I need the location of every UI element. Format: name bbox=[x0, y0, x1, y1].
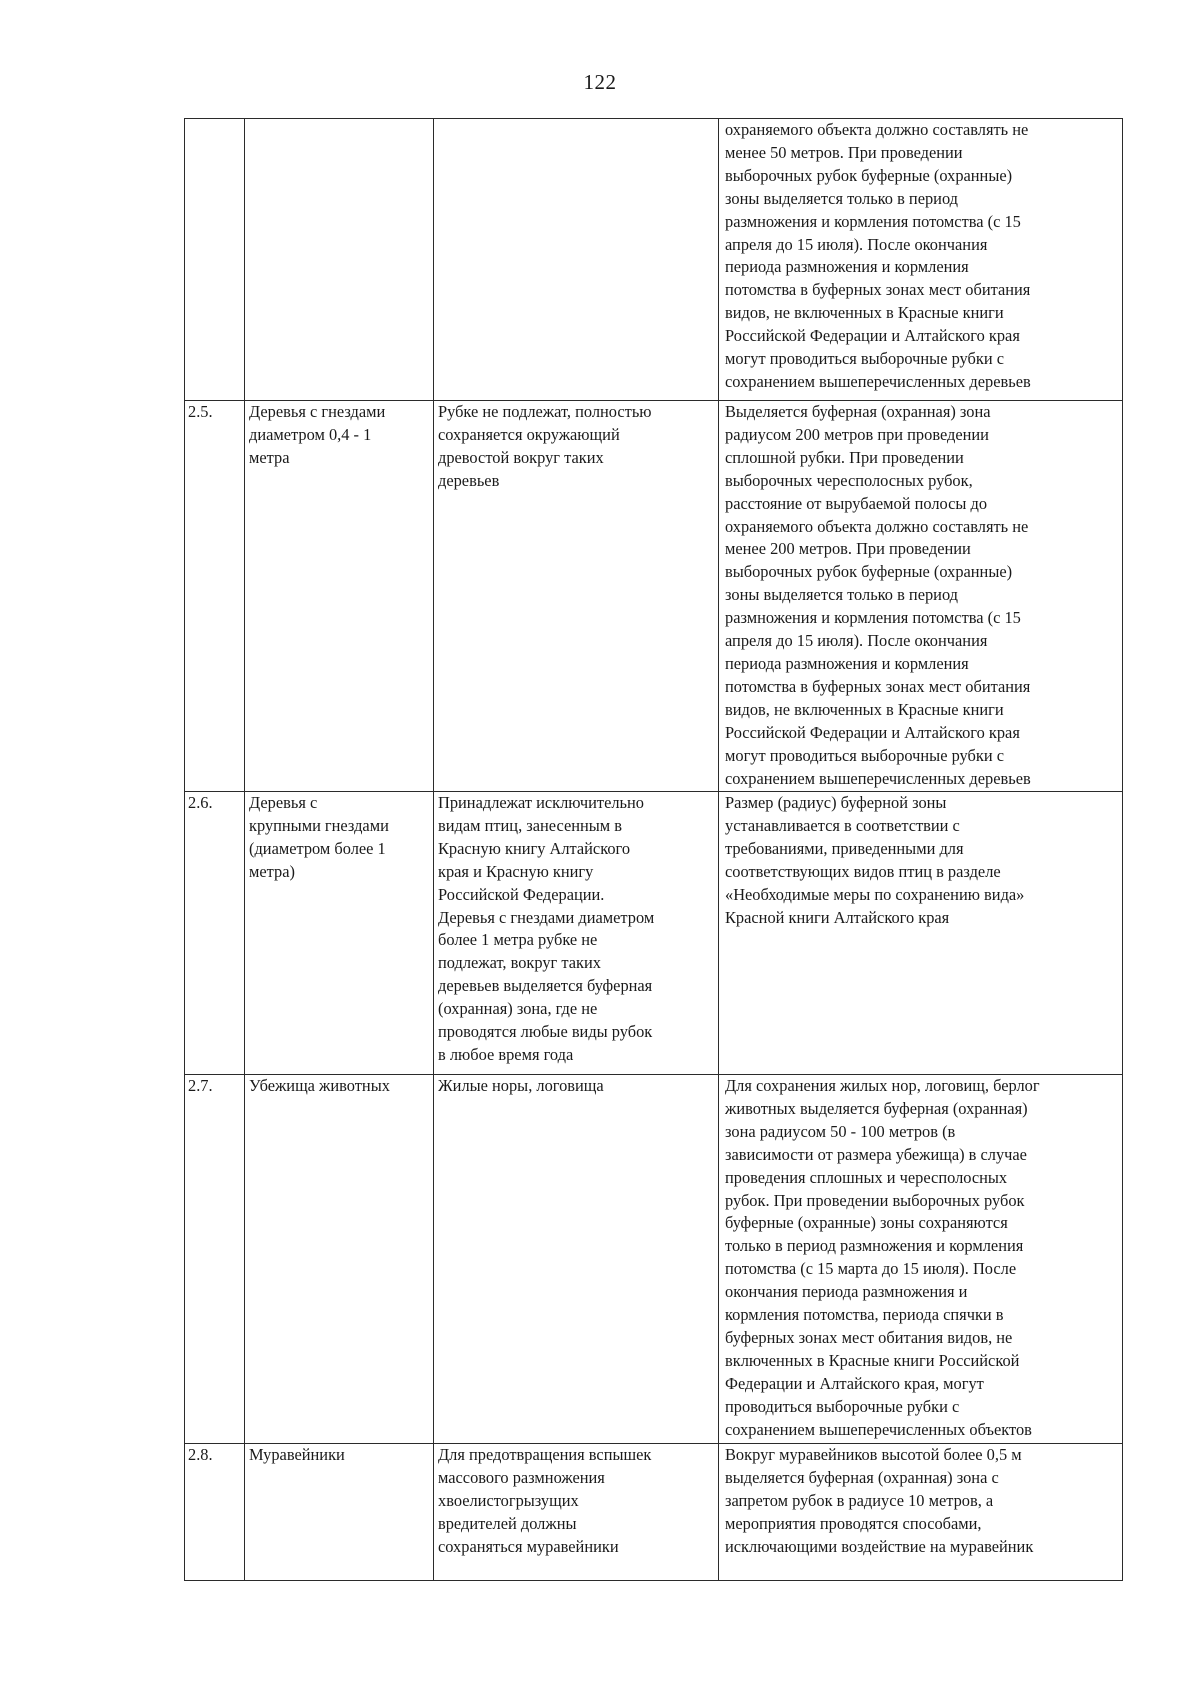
table-row bbox=[185, 792, 1123, 1075]
object-cell: Убежища животных bbox=[245, 1075, 434, 1444]
table-row bbox=[185, 1075, 1123, 1444]
requirement-cell: Принадлежат исключительно видам птиц, занесенным в Красную книгу Алтайского края и Красную книгу Российской Федерации. Деревья с гнездами диаметром более 1 метра рубке не подлежат, вокруг таких деревьев выделяется буферная (охранная) зона, где не проводятся любые виды рубок в любое время года bbox=[434, 792, 719, 1075]
row-number-cell: 2.5. bbox=[185, 401, 245, 792]
buffer-zone-cell: Для сохранения жилых нор, логовищ, берлог животных выделяется буферная (охранная) зона радиусом 50 - 100 метров (в зависимости от размера убежища) в случае проведения сплошных и чересполосных рубок. При проведении выборочных рубок буферные (охранные) зоны сохраняются только в период размножения и кормления потомства (с 15 марта до 15 июля). После окончания периода размножения и кормления потомства, периода спячки в буферных зонах мест обитания видов, не включенных в Красные книги Российской Федерации и Алтайского края, могут проводиться выборочные рубки с сохранением вышеперечисленных объектов bbox=[719, 1075, 1123, 1444]
object-cell: Муравейники bbox=[245, 1444, 434, 1581]
page-number: 122 bbox=[583, 70, 617, 94]
buffer-zone-cell: охраняемого объекта должно составлять не менее 50 метров. При проведении выборочных рубок буферные (охранные) зоны выделяется только в период размножения и кормления потомства (с 15 апреля до 15 июля). После окончания периода размножения и кормления потомства в буферных зонах мест обитания видов, не включенных в Красные книги Российской Федерации и Алтайского края могут проводиться выборочные рубки с сохранением вышеперечисленных деревьев bbox=[719, 119, 1123, 401]
row-number-cell bbox=[185, 119, 245, 401]
row-number-cell: 2.6. bbox=[185, 792, 245, 1075]
row-number-cell: 2.7. bbox=[185, 1075, 245, 1444]
object-cell: Деревья с крупными гнездами (диаметром более 1 метра) bbox=[245, 792, 434, 1075]
table-row bbox=[185, 1444, 1123, 1581]
object-cell: Деревья с гнездами диаметром 0,4 - 1 метра bbox=[245, 401, 434, 792]
protection-table bbox=[184, 118, 1123, 1581]
row-number-cell: 2.8. bbox=[185, 1444, 245, 1581]
requirement-cell: Для предотвращения вспышек массового размножения хвоелистогрызущих вредителей должны сохраняться муравейники bbox=[434, 1444, 719, 1581]
buffer-zone-cell: Выделяется буферная (охранная) зона радиусом 200 метров при проведении сплошной рубки. При проведении выборочных чересполосных рубок, расстояние от вырубаемой полосы до охраняемого объекта должно составлять не менее 200 метров. При проведении выборочных рубок буферные (охранные) зоны выделяется только в период размножения и кормления потомства (с 15 апреля до 15 июля). После окончания периода размножения и кормления потомства в буферных зонах мест обитания видов, не включенных в Красные книги Российской Федерации и Алтайского края могут проводиться выборочные рубки с сохранением вышеперечисленных деревьев bbox=[719, 401, 1123, 792]
table-row bbox=[185, 119, 1123, 401]
table-row bbox=[185, 401, 1123, 792]
object-cell bbox=[245, 119, 434, 401]
requirement-cell: Рубке не подлежат, полностью сохраняется окружающий древостой вокруг таких деревьев bbox=[434, 401, 719, 792]
requirement-cell: Жилые норы, логовища bbox=[434, 1075, 719, 1444]
buffer-zone-cell: Размер (радиус) буферной зоны устанавливается в соответствии с требованиями, приведенными для соответствующих видов птиц в разделе «Необходимые меры по сохранению вида» Красной книги Алтайского края bbox=[719, 792, 1123, 1075]
buffer-zone-cell: Вокруг муравейников высотой более 0,5 м выделяется буферная (охранная) зона с запретом рубок в радиусе 10 метров, а мероприятия проводятся способами, исключающими воздействие на муравейник bbox=[719, 1444, 1123, 1581]
requirement-cell bbox=[434, 119, 719, 401]
